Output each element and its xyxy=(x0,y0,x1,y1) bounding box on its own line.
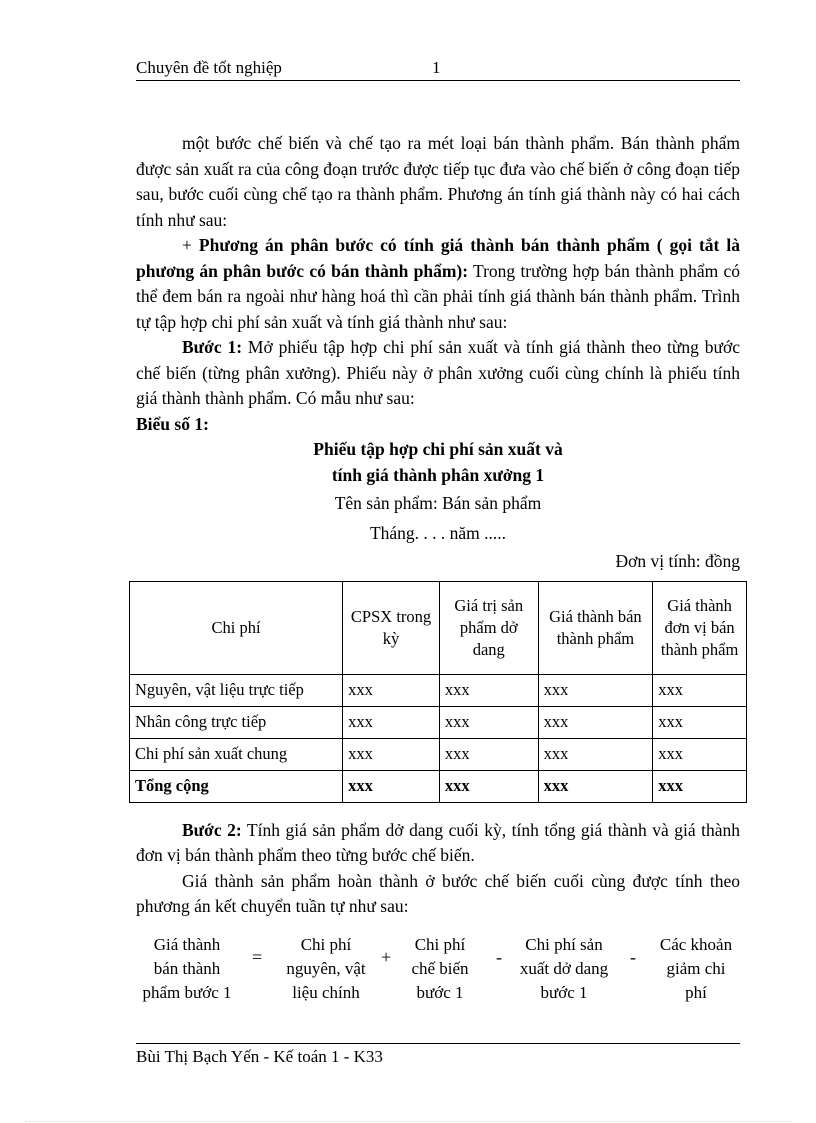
table-cell: xxx xyxy=(653,706,747,738)
table-cell: Nguyên, vật liệu trực tiếp xyxy=(130,674,343,706)
form-title-line1: Phiếu tập hợp chi phí sản xuất và xyxy=(313,439,563,459)
formula-term-3: Chi phí chế biến bước 1 xyxy=(411,935,469,1002)
table-cell: xxx xyxy=(439,706,538,738)
paragraph-step1 xyxy=(136,335,740,412)
formula-operator: - xyxy=(630,947,636,967)
table-cell: Chi phí sản xuất chung xyxy=(130,738,343,770)
table-cell: xxx xyxy=(343,706,440,738)
table-cell: xxx xyxy=(538,770,653,802)
formula-operator: - xyxy=(496,947,502,967)
form-label: Biểu số 1: xyxy=(136,413,209,434)
method-lead: + xyxy=(182,235,199,255)
body-content xyxy=(136,131,740,920)
formula-term-5: Các khoản giảm chi phí xyxy=(659,935,733,1002)
method-title: Phương án phân bước có tính giá thành bán thành phẩm ( gọi tắt là phương án phân bước có bán thành phẩm): xyxy=(136,235,740,281)
cost-formula xyxy=(128,933,748,1008)
paragraph-method xyxy=(136,233,740,335)
step2-label: Bước 2: xyxy=(182,819,242,840)
page-header xyxy=(136,58,740,81)
table-cell: xxx xyxy=(439,674,538,706)
table-cell: xxx xyxy=(439,770,538,802)
cost-table xyxy=(129,581,747,803)
formula-term-1: Giá thành bán thành phẩm bước 1 xyxy=(142,935,232,1002)
table-header-row xyxy=(130,581,747,674)
table-cell: xxx xyxy=(538,706,653,738)
table-row xyxy=(130,706,747,738)
table-cell: xxx xyxy=(538,674,653,706)
paragraph-intro: một bước chế biến và chế tạo ra mét loại bán thành phẩm. Bán thành phẩm được sản xuất ra của công đoạn trước được tiếp tục đưa vào chế biến ở công đoạn tiếp sau, bước cuối cùng chế tạo ra thành phẩm. Phương án tính giá thành này có hai cách tính như sau: xyxy=(136,133,740,230)
table-row xyxy=(130,674,747,706)
page-bottom-rule xyxy=(25,1121,791,1122)
formula-operator: = xyxy=(252,947,263,967)
table-cell: xxx xyxy=(343,770,440,802)
form-product: Tên sản phẩm: Bán sản phẩm xyxy=(334,493,542,513)
table-cell: xxx xyxy=(538,738,653,770)
table-cell: xxx xyxy=(439,738,538,770)
table-row xyxy=(130,738,747,770)
formula-operator: + xyxy=(381,947,392,967)
header-cell: Giá trị sản phẩm dở dang xyxy=(439,581,538,674)
header-cell: Giá thành đơn vị bán thành phẩm xyxy=(653,581,747,674)
table-total-row xyxy=(130,770,747,802)
paragraph-step2-detail: Giá thành sản phẩm hoàn thành ở bước chế biến cuối cùng được tính theo phương án kết chuyển tuần tự như sau: xyxy=(136,870,740,916)
header-title: Chuyên đề tốt nghiệp xyxy=(136,58,282,77)
method-text: Trong trường hợp bán thành phẩm có thể đem bán ra ngoài như hàng hoá thì cần phải tính giá thành bán thành phẩm. Trình tự tập hợp chi phí sản xuất và tính giá thành như sau: xyxy=(136,260,740,332)
table-cell: xxx xyxy=(343,674,440,706)
table-cell: xxx xyxy=(653,770,747,802)
form-title-line2: tính giá thành phân xưởng 1 xyxy=(331,464,545,485)
table-cell: xxx xyxy=(653,674,747,706)
table-cell: xxx xyxy=(653,738,747,770)
step1-text: Mở phiếu tập hợp chi phí sản xuất và tính giá thành theo từng bước chế biến (từng phân xưởng). Phiếu này ở phân xưởng cuối cùng chính là phiếu tính giá thành thành phẩm. Có mẫu như sau: xyxy=(136,337,740,408)
formula-term-2: Chi phí nguyên, vật liệu chính xyxy=(286,935,366,1002)
header-cell: Chi phí xyxy=(130,581,343,674)
step2-text: Tính giá sản phẩm dở dang cuối kỳ, tính tổng giá thành và giá thành đơn vị bán thành phẩm theo từng bước chế biến. xyxy=(136,819,740,865)
table-cell: Tổng cộng xyxy=(130,770,343,802)
table-cell: xxx xyxy=(343,738,440,770)
page-number: 1 xyxy=(432,58,441,77)
paragraph-step2 xyxy=(136,818,740,869)
step1-label: Bước 1: xyxy=(182,337,243,357)
formula-term-4: Chi phí sản xuất dở dang bước 1 xyxy=(519,935,609,1002)
form-unit: Đơn vị tính: đồng xyxy=(615,551,740,571)
footer-author: Bùi Thị Bạch Yến - Kế toán 1 - K33 xyxy=(136,1047,383,1066)
table-cell: Nhân công trực tiếp xyxy=(130,706,343,738)
page-footer xyxy=(136,1043,740,1067)
header-cell: CPSX trong kỳ xyxy=(343,581,440,674)
form-period: Tháng. . . . năm ..... xyxy=(369,522,507,543)
header-cell: Giá thành bán thành phẩm xyxy=(538,581,653,674)
